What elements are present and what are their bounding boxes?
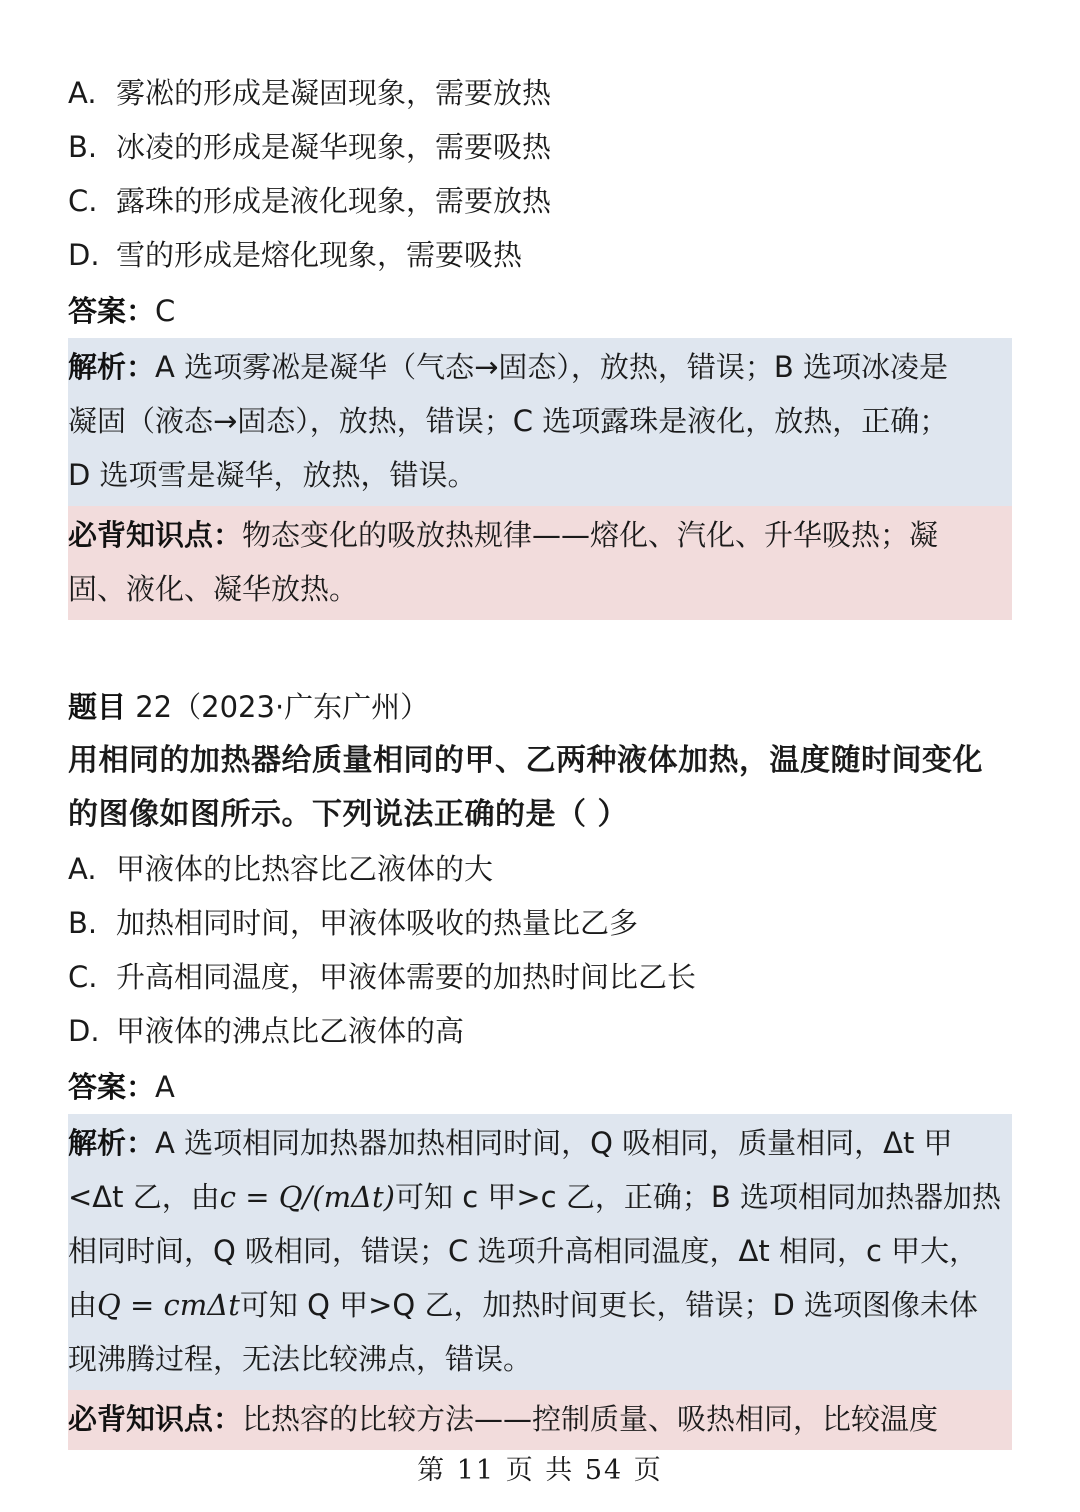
q21-option-c: C. 露珠的形成是液化现象，需要放热 <box>68 184 552 218</box>
q22-title: 题目 22（2023·广东广州） <box>68 690 430 724</box>
section-spacer <box>68 620 1012 680</box>
specific-heat-formula: c = Q/(mΔt) <box>219 1180 395 1214</box>
q22-option-a: A. 甲液体的比热容比乙液体的大 <box>68 852 494 886</box>
document-page <box>68 66 1012 1450</box>
q21-analysis-line-1: 解析：A 选项雾凇是凝华（气态→固态），放热，错误；B 选项冰凌是 <box>68 350 948 384</box>
q22-option-c: C. 升高相同温度，甲液体需要的加热时间比乙长 <box>68 960 697 994</box>
q21-knowledge-line-2: 固、液化、凝华放热。 <box>68 572 359 606</box>
q21-analysis-line-3: D 选项雪是凝华，放热，错误。 <box>68 458 477 492</box>
q21-option-b: B. 冰凌的形成是凝华现象，需要吸热 <box>68 130 552 164</box>
heat-formula: Q = cmΔt <box>97 1288 240 1322</box>
q22-option-b: B. 加热相同时间，甲液体吸收的热量比乙多 <box>68 906 639 940</box>
q22-knowledge <box>68 1390 1012 1450</box>
q21-analysis <box>68 338 1012 506</box>
page-footer: 第 11 页 共 54 页 <box>417 1455 663 1486</box>
q22-options <box>68 842 1012 1058</box>
q22-answer: 答案：A <box>68 1070 175 1104</box>
q22-analysis-line-2: <Δt 乙，由c = Q/(mΔt)可知 c 甲>c 乙，正确；B 选项相同加热器加热 <box>68 1180 1001 1214</box>
q22-analysis <box>68 1114 1012 1390</box>
q22-option-d: D. 甲液体的沸点比乙液体的高 <box>68 1014 465 1048</box>
q22-analysis-line-4: 由Q = cmΔt可知 Q 甲>Q 乙，加热时间更长，错误；D 选项图像未体 <box>68 1288 979 1322</box>
q21-knowledge <box>68 506 1012 620</box>
q21-analysis-line-2: 凝固（液态→固态），放热，错误；C 选项露珠是液化，放热，正确； <box>68 404 949 438</box>
q21-option-d: D. 雪的形成是熔化现象，需要吸热 <box>68 238 523 272</box>
q21-knowledge-line-1: 必背知识点：物态变化的吸放热规律——熔化、汽化、升华吸热；凝 <box>68 518 939 552</box>
q22-knowledge-line-1: 必背知识点：比热容的比较方法——控制质量、吸热相同，比较温度 <box>68 1402 939 1436</box>
q22-analysis-line-1: 解析：A 选项相同加热器加热相同时间，Q 吸相同，质量相同，Δt 甲 <box>68 1126 953 1160</box>
q22-analysis-line-5: 现沸腾过程，无法比较沸点，错误。 <box>68 1342 533 1376</box>
q21-options <box>68 66 1012 282</box>
q22-question <box>68 734 1012 842</box>
q21-option-a: A. 雾凇的形成是凝固现象，需要放热 <box>68 76 552 110</box>
q21-answer: 答案：C <box>68 294 176 328</box>
q22-question-line-1: 用相同的加热器给质量相同的甲、乙两种液体加热，温度随时间变化 <box>68 743 983 778</box>
q22-analysis-line-3: 相同时间，Q 吸相同，错误；C 选项升高相同温度，Δt 相同，c 甲大， <box>68 1234 979 1268</box>
q22-question-line-2: 的图像如图所示。下列说法正确的是（ ） <box>68 797 628 832</box>
